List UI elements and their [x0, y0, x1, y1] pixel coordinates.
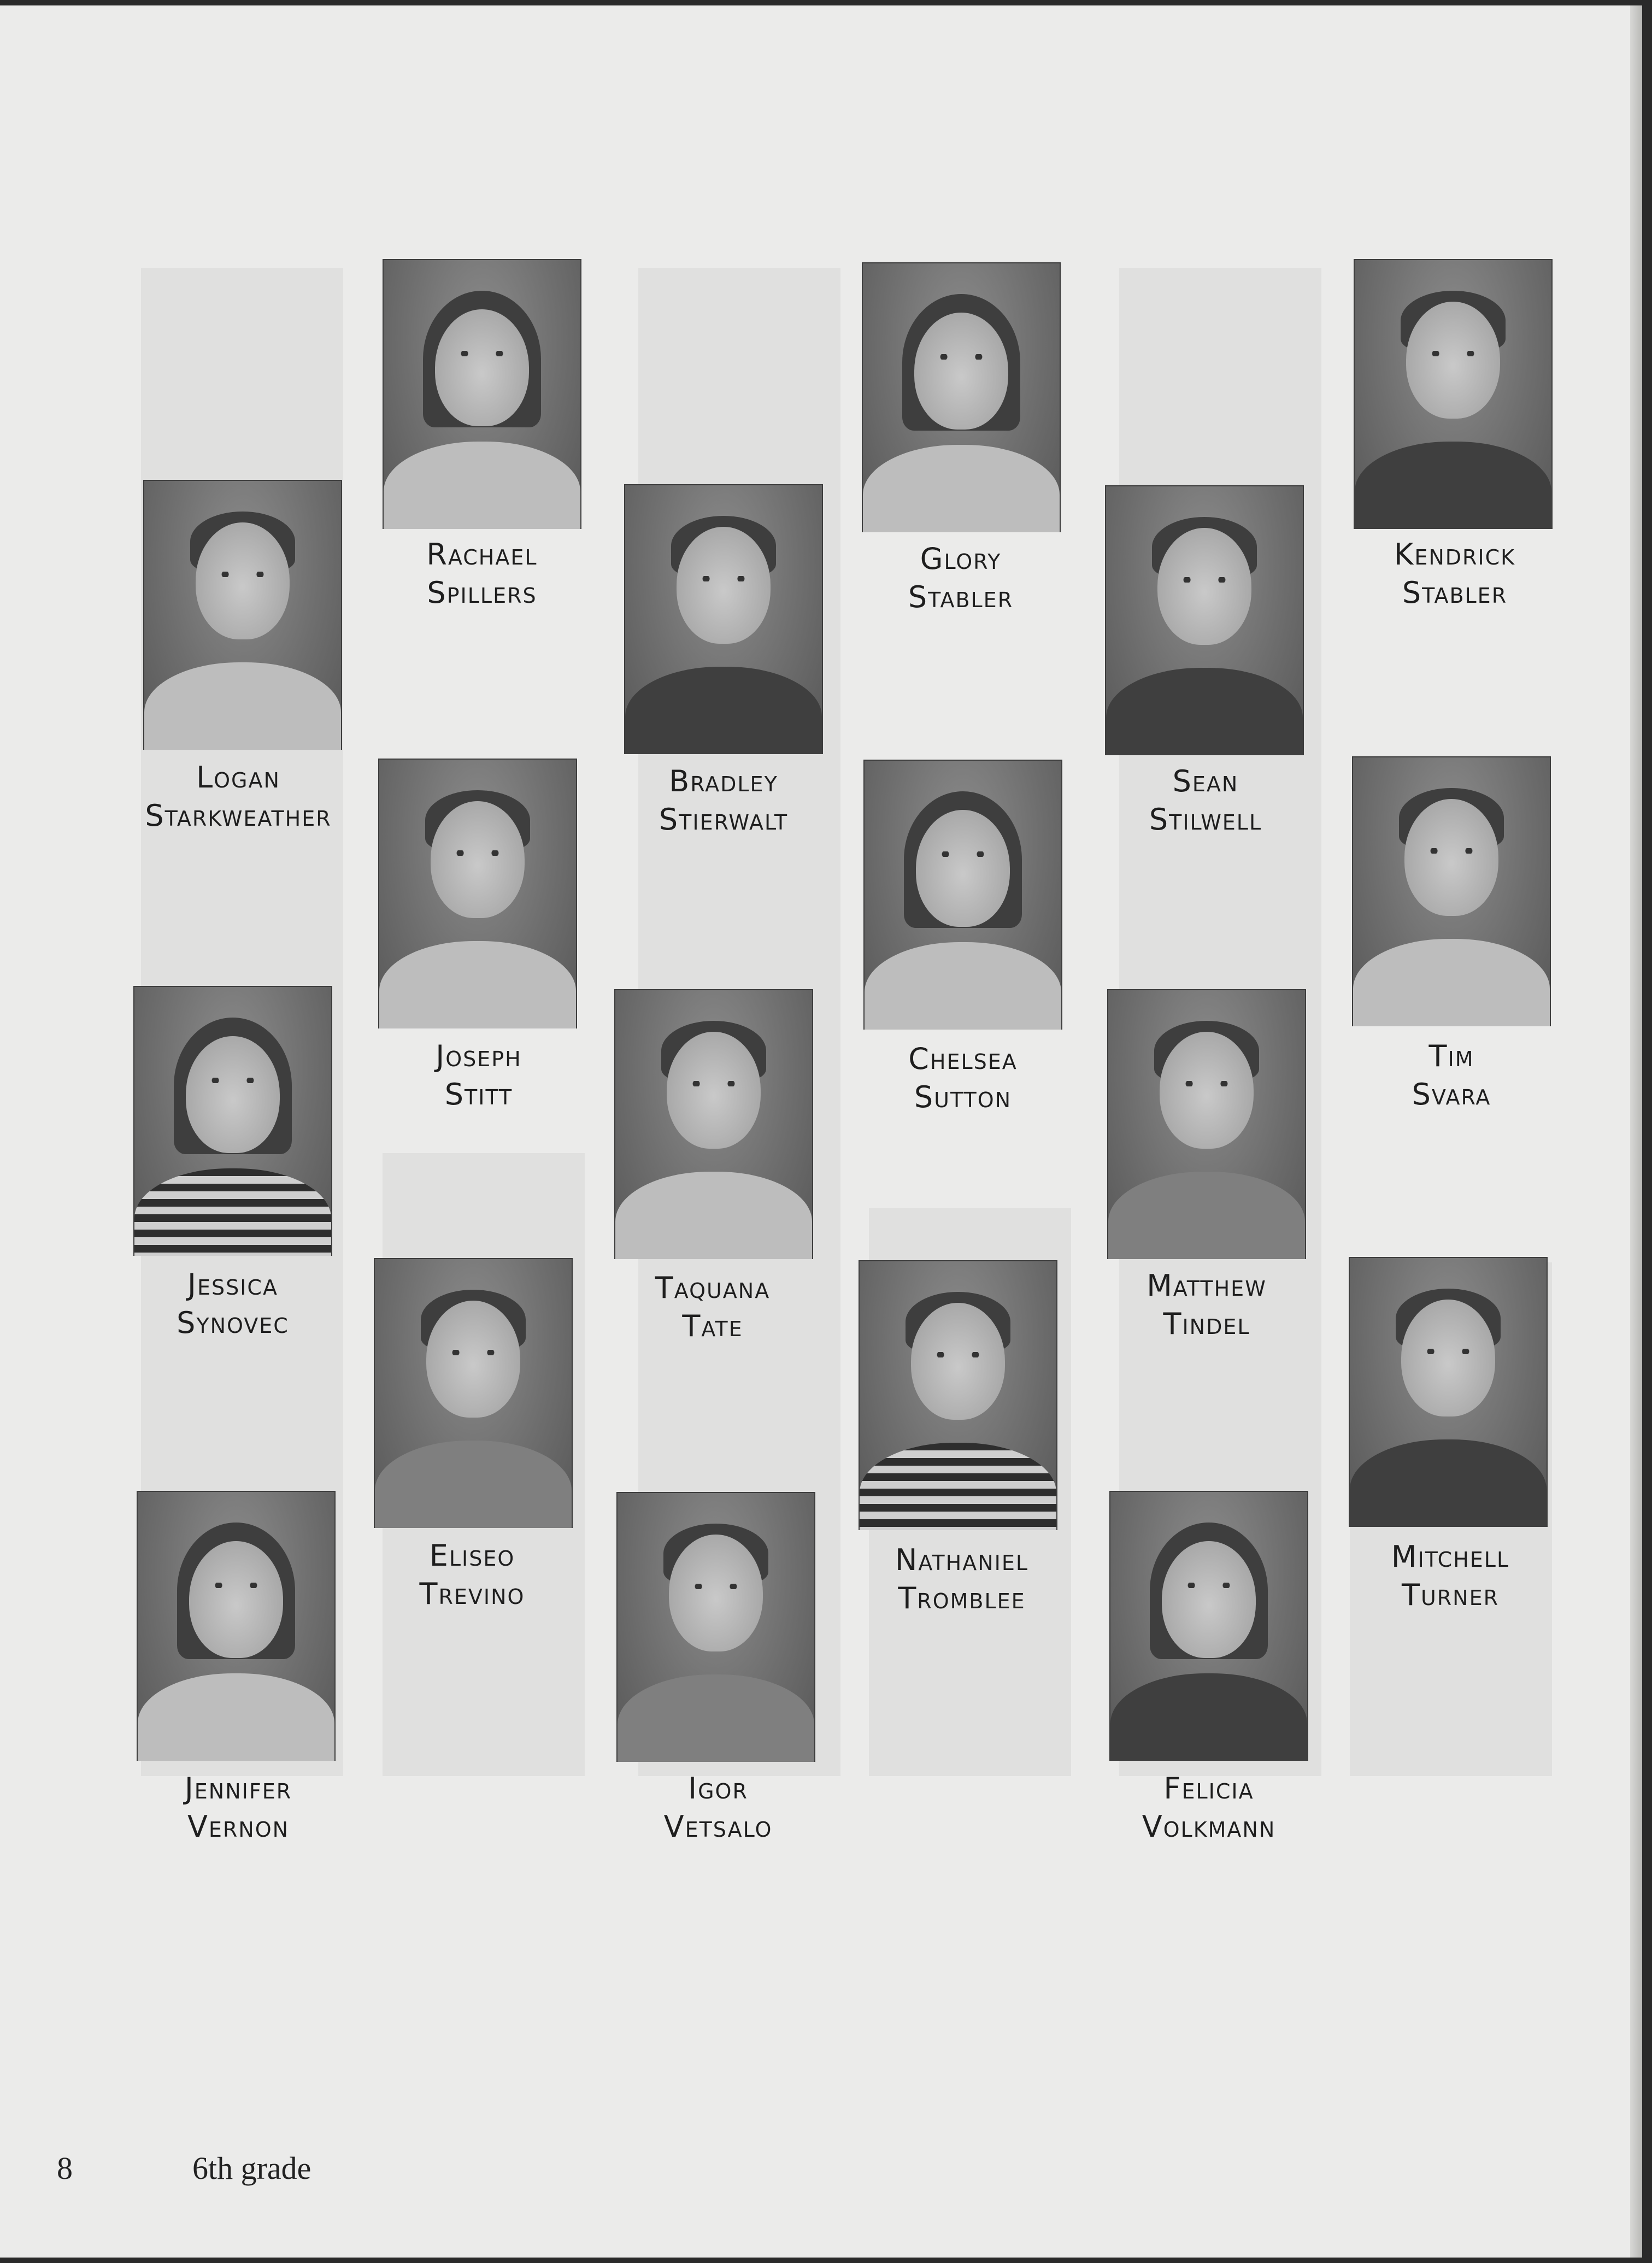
student-name: Joseph Stitt	[436, 1039, 522, 1112]
student-name: Chelsea Sutton	[908, 1042, 1018, 1114]
student-photo	[1109, 1491, 1308, 1761]
student-photo	[1107, 989, 1306, 1259]
student-photo	[1105, 485, 1304, 755]
student-name: Taquana Tate	[655, 1271, 771, 1343]
student-name: Matthew Tindel	[1147, 1268, 1267, 1341]
student-name: Bradley Stierwalt	[659, 764, 789, 837]
student-name: Glory Stabler	[908, 542, 1014, 614]
student-photo	[624, 484, 823, 754]
student-name: Kendrick Stabler	[1394, 537, 1516, 610]
page-spine	[1630, 5, 1642, 2258]
student-photo	[1352, 756, 1551, 1026]
student-name: Logan Starkweather	[145, 760, 332, 833]
student-name: Jessica Synovec	[177, 1267, 289, 1340]
student-photo	[859, 1260, 1057, 1530]
student-photo	[1354, 259, 1553, 529]
student-name: Mitchell Turner	[1391, 1539, 1510, 1612]
yearbook-page	[0, 5, 1642, 2258]
student-name: Felicia Volkmann	[1142, 1771, 1276, 1844]
student-photo	[1349, 1257, 1548, 1527]
student-name: Rachael Spillers	[426, 537, 538, 610]
student-photo	[616, 1492, 815, 1762]
section-title: 6th grade	[192, 2150, 311, 2186]
student-photo	[383, 259, 581, 529]
student-photo	[614, 989, 813, 1259]
student-name: Jennifer Vernon	[184, 1771, 292, 1844]
student-name: Tim Svara	[1412, 1039, 1491, 1112]
student-photo	[137, 1491, 336, 1761]
page-number: 8	[57, 2150, 73, 2186]
student-name: Sean Stilwell	[1149, 764, 1262, 837]
student-photo	[143, 480, 342, 750]
student-photo	[378, 759, 577, 1028]
student-name: Eliseo Trevino	[419, 1538, 525, 1611]
student-photo	[374, 1258, 573, 1528]
student-name: Igor Vetsalo	[663, 1771, 773, 1844]
student-photo	[862, 262, 1061, 532]
student-photo	[133, 986, 332, 1256]
student-photo	[863, 760, 1062, 1030]
student-name: Nathaniel Tromblee	[895, 1543, 1029, 1615]
